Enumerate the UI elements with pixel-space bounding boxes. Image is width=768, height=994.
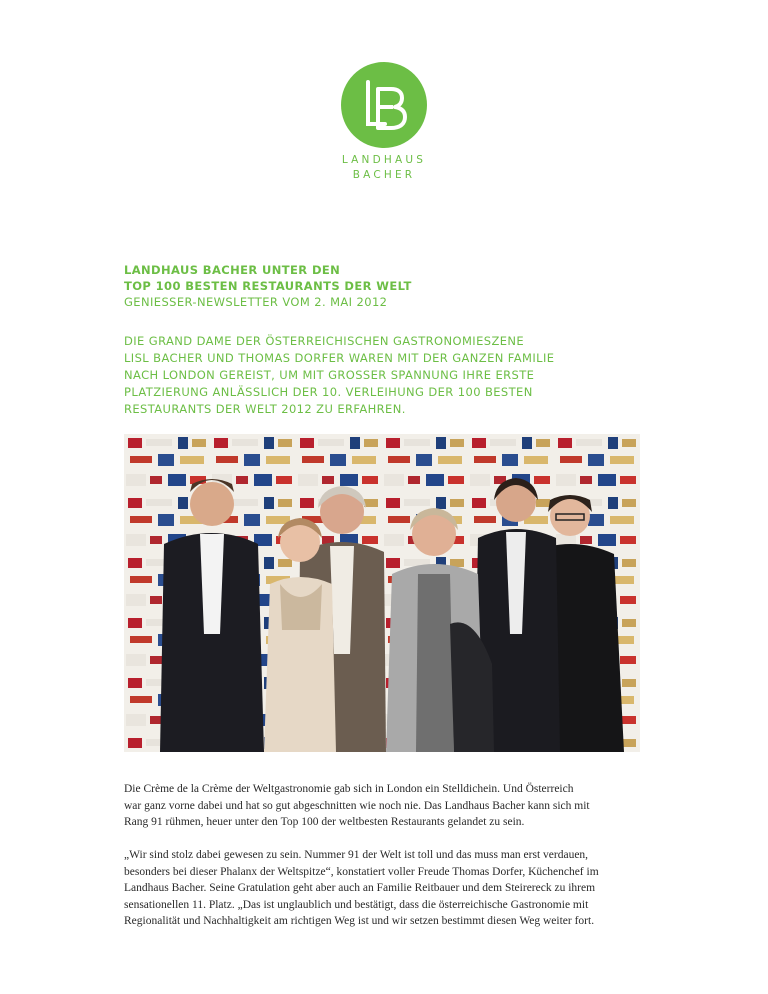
logo-text-bacher: BACHER [352, 169, 416, 181]
headline-line-1: LANDHAUS BACHER UNTER DEN [124, 263, 341, 277]
logo-badge [341, 62, 427, 148]
logo-text-landhaus: LANDHAUS [341, 154, 427, 166]
intro-line: RESTAURANTS DER WELT 2012 ZU ERFAHREN. [124, 402, 406, 416]
intro-line: PLATZIERUNG ANLÄSSLICH DER 10. VERLEIHUNG DER 100 BESTEN [124, 385, 533, 399]
body-line: sensationellen 11. Platz. „Das ist unglaublich und bestätigt, dass die österreichische Gastronomie mit [124, 898, 589, 911]
body-paragraph-2 [124, 847, 654, 930]
headline-line-2: TOP 100 BESTEN RESTAURANTS DER WELT [124, 279, 412, 293]
body-line: besonders bei dieser Phalanx der Weltspitze“, konstatiert voller Freude Thomas Dorfer, Küchenchef im [124, 865, 599, 878]
newsletter-date: GENIESSER-NEWSLETTER VOM 2. MAI 2012 [124, 295, 388, 309]
lb-monogram-icon [341, 62, 427, 148]
group-photo-illustration [124, 434, 640, 752]
intro-line: NACH LONDON GEREIST, UM MIT GROSSER SPANNUNG IHRE ERSTE [124, 368, 535, 382]
body-paragraph-1 [124, 781, 654, 831]
body-line: Die Crème de la Crème der Weltgastronomie gab sich in London ein Stelldichein. Und Österreich [124, 783, 574, 795]
group-photo [124, 434, 640, 752]
intro-paragraph [124, 333, 664, 418]
body-line: Rang 91 rühmen, heuer unter den Top 100 der weltbesten Restaurants gelandet zu sein. [124, 816, 525, 828]
body-line: war ganz vorne dabei und hat so gut abgeschnitten wie noch nie. Das Landhaus Bacher kann sich mit [124, 799, 590, 812]
intro-line: LISL BACHER UND THOMAS DORFER WAREN MIT DER GANZEN FAMILIE [124, 351, 555, 365]
intro-line: DIE GRAND DAME DER ÖSTERREICHISCHEN GASTRONOMIESZENE [124, 334, 525, 348]
body-line: Regionalität und Nachhaltigkeit am richtigen Weg ist und wir setzen bestimmt diesen Weg weiter fort. [124, 915, 595, 927]
body-line: Landhaus Bacher. Seine Gratulation geht aber auch an Familie Reitbauer und dem Steirereck zu ihrem [124, 882, 596, 894]
body-line: „Wir sind stolz dabei gewesen zu sein. Nummer 91 der Welt ist toll und das muss man erst verdauen, [124, 849, 589, 861]
